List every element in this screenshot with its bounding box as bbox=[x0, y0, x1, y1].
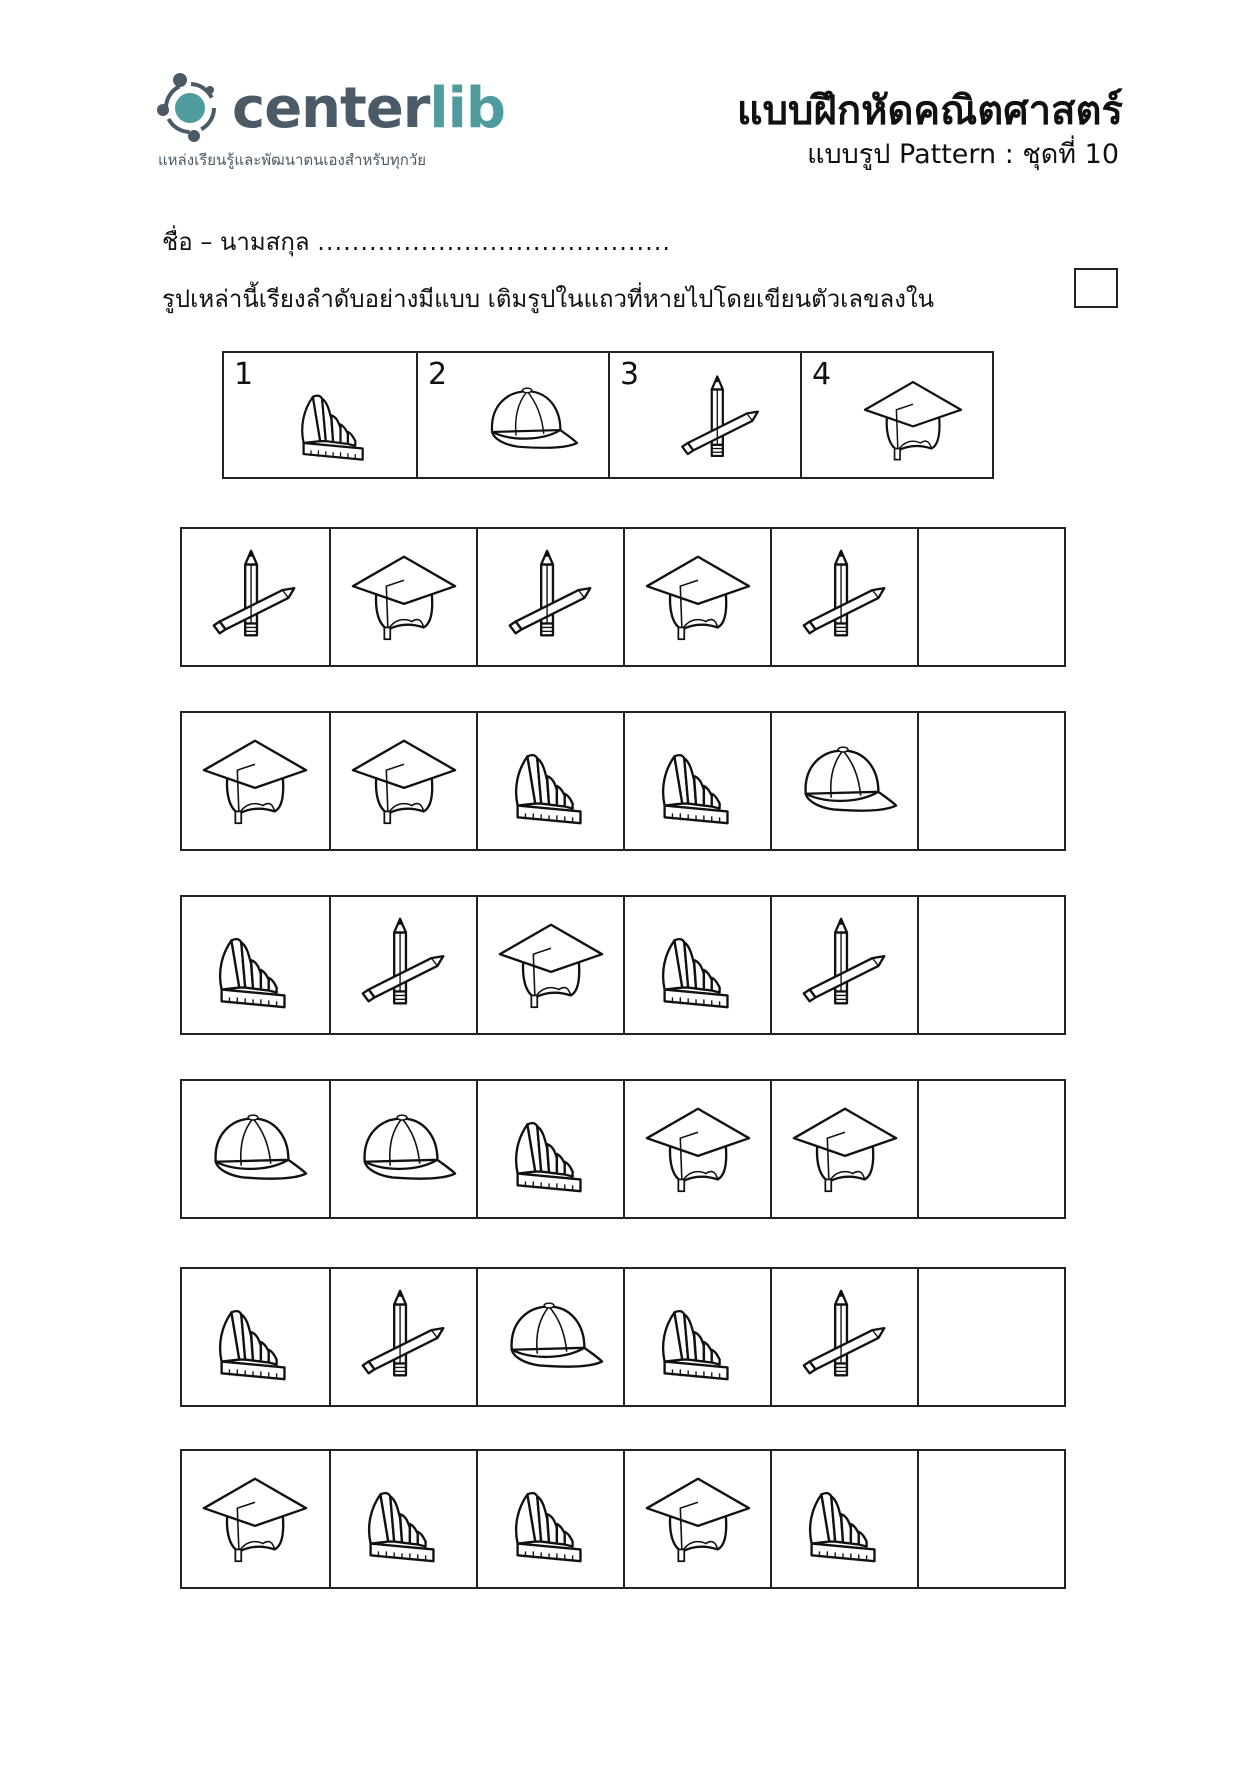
pencil-icon bbox=[496, 543, 606, 649]
pencil-icon bbox=[666, 371, 776, 467]
instruction-text: รูปเหล่านี้เรียงลำดับอย่างมีแบบ เติมรูปในแถวที่หายไปโดยเขียนตัวเลขลงใน bbox=[162, 285, 935, 313]
pattern-cell bbox=[770, 897, 917, 1033]
cap-icon bbox=[496, 1283, 606, 1389]
pattern-cell bbox=[770, 713, 917, 849]
answer-cell[interactable] bbox=[917, 1081, 1064, 1217]
graduation-cap-icon bbox=[643, 1465, 753, 1571]
pattern-cell bbox=[182, 1081, 329, 1217]
answer-cell[interactable] bbox=[917, 1451, 1064, 1587]
graduation-cap-icon bbox=[200, 727, 310, 833]
pattern-row bbox=[180, 527, 1066, 667]
pattern-cell bbox=[623, 713, 770, 849]
logo-tagline: แหล่งเรียนรู้และพัฒนาตนเองสำหรับทุกวัย bbox=[158, 151, 427, 169]
centerlib-logo bbox=[156, 70, 505, 170]
legend-picture bbox=[280, 371, 390, 467]
graduation-cap-icon bbox=[349, 543, 459, 649]
pattern-cell bbox=[329, 1451, 476, 1587]
pattern-cell bbox=[476, 1081, 623, 1217]
pencil-icon bbox=[790, 911, 900, 1017]
pattern-cell bbox=[182, 529, 329, 665]
cap-icon bbox=[790, 727, 900, 833]
graduation-cap-icon bbox=[643, 1095, 753, 1201]
pencil-icon bbox=[200, 543, 310, 649]
graduation-cap-icon bbox=[200, 1465, 310, 1571]
pencil-icon bbox=[349, 1283, 459, 1389]
legend-number: 1 bbox=[234, 357, 254, 392]
pattern-cell bbox=[770, 1081, 917, 1217]
book-icon bbox=[280, 371, 390, 467]
cap-icon bbox=[474, 371, 584, 467]
book-icon bbox=[200, 1283, 310, 1389]
pattern-cell bbox=[770, 1269, 917, 1405]
pattern-cell bbox=[329, 713, 476, 849]
pattern-cell bbox=[476, 1269, 623, 1405]
pattern-row bbox=[180, 1267, 1066, 1407]
pattern-cell bbox=[623, 529, 770, 665]
legend-picture bbox=[666, 371, 776, 467]
legend-number: 4 bbox=[812, 357, 832, 392]
pattern-cell bbox=[182, 1451, 329, 1587]
book-icon bbox=[496, 1095, 606, 1201]
pattern-row bbox=[180, 895, 1066, 1035]
graduation-cap-icon bbox=[790, 1095, 900, 1201]
logo-wordmark: centerlib bbox=[232, 76, 505, 141]
pattern-cell bbox=[182, 897, 329, 1033]
graduation-cap-icon bbox=[858, 371, 968, 467]
pattern-cell bbox=[476, 713, 623, 849]
cap-icon bbox=[349, 1095, 459, 1201]
worksheet-subtitle: แบบรูป Pattern : ชุดที่ 10 bbox=[807, 139, 1119, 170]
pencil-icon bbox=[349, 911, 459, 1017]
book-icon bbox=[496, 727, 606, 833]
cap-icon bbox=[200, 1095, 310, 1201]
pattern-row bbox=[180, 711, 1066, 851]
book-icon bbox=[643, 727, 753, 833]
book-icon bbox=[349, 1465, 459, 1571]
legend-picture bbox=[858, 371, 968, 467]
pattern-cell bbox=[770, 1451, 917, 1587]
pattern-cell bbox=[329, 897, 476, 1033]
pattern-cell bbox=[329, 1081, 476, 1217]
pattern-cell bbox=[770, 529, 917, 665]
book-icon bbox=[643, 1283, 753, 1389]
pattern-cell bbox=[623, 1269, 770, 1405]
logo-mark-icon bbox=[156, 70, 230, 144]
pattern-cell bbox=[476, 897, 623, 1033]
book-icon bbox=[200, 911, 310, 1017]
book-icon bbox=[643, 911, 753, 1017]
pattern-row bbox=[180, 1079, 1066, 1219]
answer-cell[interactable] bbox=[917, 529, 1064, 665]
name-field[interactable] bbox=[162, 222, 671, 261]
book-icon bbox=[790, 1465, 900, 1571]
pencil-icon bbox=[790, 1283, 900, 1389]
graduation-cap-icon bbox=[643, 543, 753, 649]
legend-picture bbox=[474, 371, 584, 467]
pattern-cell bbox=[182, 713, 329, 849]
pattern-cell bbox=[623, 1451, 770, 1587]
worksheet-title: แบบฝึกหัดคณิตศาสตร์ bbox=[736, 88, 1123, 134]
pencil-icon bbox=[790, 543, 900, 649]
legend-table bbox=[222, 351, 994, 479]
book-icon bbox=[496, 1465, 606, 1571]
pattern-cell bbox=[329, 1269, 476, 1405]
legend-number: 2 bbox=[428, 357, 448, 392]
legend-number: 3 bbox=[620, 357, 640, 392]
pattern-cell bbox=[476, 529, 623, 665]
legend-cell bbox=[800, 353, 992, 477]
pattern-cell bbox=[329, 529, 476, 665]
pattern-cell bbox=[476, 1451, 623, 1587]
name-blank: ......................................... bbox=[317, 228, 671, 256]
legend-cell bbox=[416, 353, 608, 477]
legend-cell bbox=[608, 353, 800, 477]
pattern-row bbox=[180, 1449, 1066, 1589]
name-label: ชื่อ – นามสกุล bbox=[162, 228, 310, 256]
answer-cell[interactable] bbox=[917, 897, 1064, 1033]
answer-box-sample bbox=[1074, 268, 1118, 308]
pattern-cell bbox=[623, 897, 770, 1033]
answer-cell[interactable] bbox=[917, 713, 1064, 849]
answer-cell[interactable] bbox=[917, 1269, 1064, 1405]
pattern-cell bbox=[623, 1081, 770, 1217]
graduation-cap-icon bbox=[349, 727, 459, 833]
graduation-cap-icon bbox=[496, 911, 606, 1017]
legend-cell bbox=[224, 353, 416, 477]
pattern-cell bbox=[182, 1269, 329, 1405]
